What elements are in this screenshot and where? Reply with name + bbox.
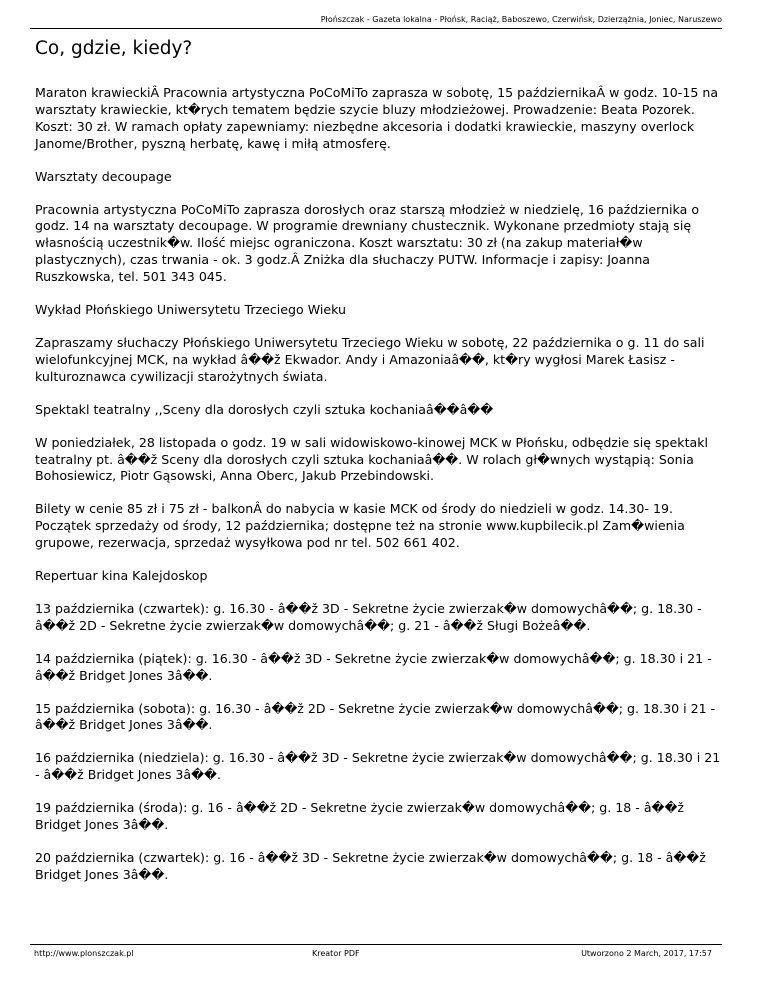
footer-generator: Kreator PDF [312,949,360,958]
page-title: Co, gdzie, kiedy? [35,38,193,59]
paragraph-lecture: Zapraszamy słuchaczy Płońskiego Uniwersytetu Trzeciego Wieku w sobotę, 22 października o g. 11 do sali wielofunkcyjnej MCK, na wykład â��ž Ekwador. Andy i Amazoniaâ��, kt�ry wygłosi Marek Łasisz - kulturoznawca cywilizacji starożytnych świata. [35,334,705,384]
article-content [35,30,722,884]
paragraph-decoupage: Pracownia artystyczna PoCoMiTo zaprasza dorosłych oraz starszą młodzież w niedzielę, 16 października o godz. 14 na warsztaty decoupage. W programie drewniany chustecznik. Wykonane przedmioty stają się własnością uczestnik�w. Ilość miejsc ograniczona. Koszt warsztatu: 30 zł (na zakup materiał�w plastycznych), czas trwania - ok. 3 godz.Â Zniżka dla słuchaczy PUTW. Informacje i zapisy: Joanna Ruszkowska, tel. 501 343 045. [35,201,700,285]
cinema-schedule-item: 13 października (czwartek): g. 16.30 - â��ž 3D - Sekretne życie zwierzak�w domowychâ��; g. 18.30 - â��ž 2D - Sekretne życie zwierzak�w domowychâ��; g. 21 - â��ž Sługi Bożeâ��. [35,600,702,633]
cinema-schedule-item: 20 października (czwartek): g. 16 - â��ž 3D - Sekretne życie zwierzak�w domowychâ��; g. 18 - â��ž Bridget Jones 3â��. [35,850,706,882]
heading-lecture: Wykład Płońskiego Uniwersytetu Trzeciego Wieku [35,302,347,318]
footer-created-date: Utworzono 2 March, 2017, 17:57 [581,949,712,958]
paragraph-sewing-marathon: Maraton krawieckiÂ Pracownia artystyczna PoCoMiTo zaprasza w sobotę, 15 październikaÂ w godz. 10-15 na warsztaty krawieckie, kt�rych tematem będzie szycie bluzy młodzieżowej. Prowadzenie: Beata Pozorek. Koszt: 30 zł. W ramach opłaty zapewniamy: niezbędne akcesoria i dodatki krawieckie, maszyny overlock Janome/Brother, pyszną herbatę, kawę i miłą atmosferę. [35,85,719,151]
cinema-schedule-item: 15 października (sobota): g. 16.30 - â��ž 2D - Sekretne życie zwierzak�w domowychâ��; g. 18.30 i 21 - â��ž Bridget Jones 3â��. [35,700,716,733]
paragraph-theatre: W poniedziałek, 28 listopada o godz. 19 w sali widowiskowo-kinowej MCK w Płońsku, odbędzie się spektakl teatralny pt. â��ž Sceny dla dorosłych czyli sztuka kochaniaâ��. W rolach gł�wnych wystąpią: Sonia Bohosiewicz, Piotr Gąsowski, Anna Oberc, Jakub Przebindowski. [35,434,709,484]
paragraph-tickets: Bilety w cenie 85 zł i 75 zł - balkonÂ do nabycia w kasie MCK od środy do niedzieli w godz. 14.30- 19. Początek sprzedaży od środy, 12 października; dostępne też na stronie www.kupbilecik.pl Zam�wienia grupowe, rezerwacja, sprzedaż wysyłkowa pod nr tel. 502 661 402. [35,501,685,551]
site-header-text: Płońszczak - Gazeta lokalna - Płońsk, Raciąż, Baboszewo, Czerwińsk, Dzierzążnia, Joniec, Naruszewo [320,15,722,24]
heading-cinema: Repertuar kina Kalejdoskop [35,568,208,584]
footer-url-link[interactable]: http://www.plonszczak.pl [34,949,134,958]
cinema-schedule-item: 19 października (środa): g. 16 - â��ž 2D - Sekretne życie zwierzak�w domowychâ��; g. 18 - â��ž Bridget Jones 3â��. [35,800,684,833]
page-footer [30,944,722,959]
cinema-schedule-item: 14 października (piątek): g. 16.30 - â��ž 3D - Sekretne życie zwierzak�w domowychâ��; g. 18.30 i 21 - â��ž Bridget Jones 3â��. [35,650,712,683]
cinema-schedule-item: 16 października (niedziela): g. 16.30 - â��ž 3D - Sekretne życie zwierzak�w domowychâ��; g. 18.30 i 21 - â��ž Bridget Jones 3â��. [35,750,721,783]
heading-theatre: Spektakl teatralny ,,Sceny dla dorosłych czyli sztuka kochaniaâ��â�� [35,401,494,417]
page-header [30,14,722,29]
heading-decoupage: Warsztaty decoupage [35,168,172,184]
